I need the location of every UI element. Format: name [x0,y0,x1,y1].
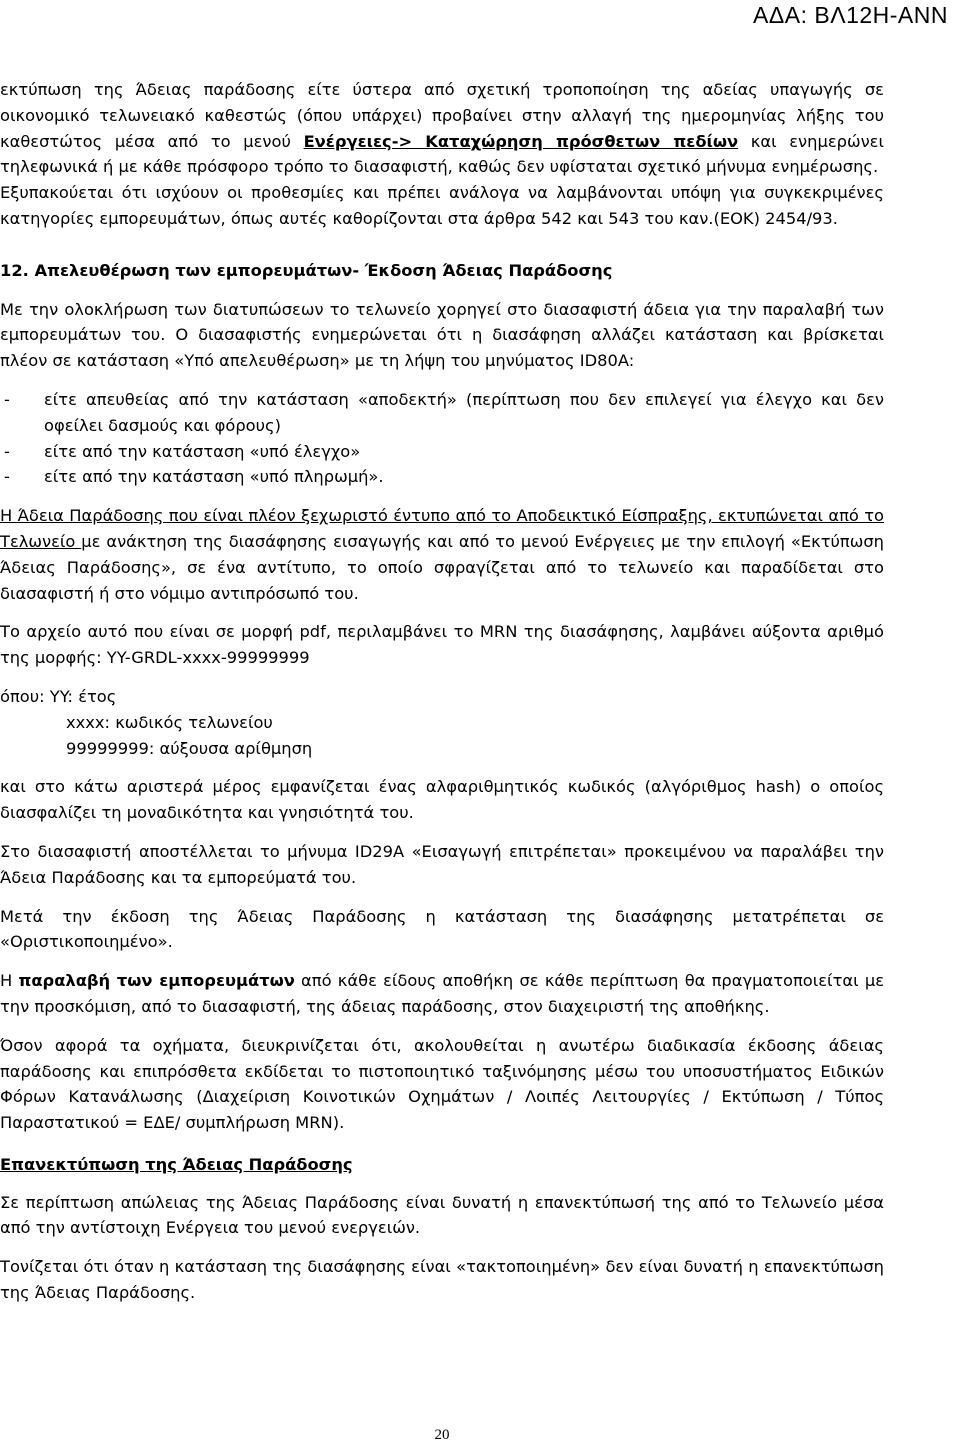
legend-line: xxxx: κωδικός τελωνείου [66,712,273,732]
list-item [0,464,884,490]
paragraph-goods-receipt [0,968,884,1020]
list-dash: - [4,441,10,461]
legend-line: όπου: YY: έτος [0,686,117,706]
list-dash: - [4,467,10,487]
paragraph-text: και ενημερώνει τηλεφωνικά ή με κάθε πρόσφορο τρόπο το διασαφιστή, καθώς δεν υφίσταται σχετικό μήνυμα ενημέρωσης. [0,131,884,177]
paragraph-text: Η [0,971,19,991]
list-item [0,387,884,439]
paragraph-id29a: Στο διασαφιστή αποστέλλεται το μήνυμα ID29A «Εισαγωγή επιτρέπεται» προκειμένου να παραλάβει την Άδεια Παράδοσης και τα εμπορεύματά του. [0,841,884,887]
reprint-heading: Επανεκτύπωση της Άδειας Παράδοσης [0,1154,353,1174]
paragraph-extension-date [0,77,884,180]
list-item-text: είτε από την κατάσταση «υπό έλεγχο» [44,441,361,461]
paragraph-permit [0,503,884,606]
legend-line: 99999999: αύξουσα αρίθμηση [66,738,313,758]
paragraph-pdf: Το αρχείο αυτό που είναι σε μορφή pdf, περιλαμβάνει το MRN της διασάφησης, λαμβάνει αύξοντα αριθμό της μορφής: YY-GRDL-xxxx-99999999 [0,622,884,668]
numbering-legend [0,684,884,761]
page-number: 20 [434,1427,450,1443]
section-heading: 12. Απελευθέρωση των εμπορευμάτων- Έκδοση Άδειας Παράδοσης [0,260,613,280]
list-item-text: είτε απευθείας από την κατάσταση «αποδεκτή» (περίπτωση που δεν επιλεγεί για έλεγχο και δεν οφείλει δασμούς και φόρους) [44,389,884,435]
permit-underlined-text: Η Άδεια Παράδοσης που είναι πλέον ξεχωριστό έντυπο από το Αποδεικτικό Είσπραξης, εκτυπώνεται από το Τελωνείο [0,506,884,551]
ada-code: ΑΔΑ: ΒΛ12Η-ΑΝΝ [753,2,948,28]
paragraph-text: με ανάκτηση της διασάφησης εισαγωγής και από το μενού Ενέργειες με την επιλογή «Εκτύπωση Άδειας Παράδοσης», σε ένα αντίτυπο, το οποίο σφραγίζεται από το τελωνείο και παραδίδεται στο διασαφιστή ή στο νόμιμο αντιπρόσωπό του. [0,531,884,603]
list-item [0,439,884,465]
list-dash: - [4,389,10,409]
menu-path: Ενέργειες-> Καταχώρηση πρόσθετων πεδίων [303,131,739,151]
document-body [0,77,884,1306]
paragraph-release: Με την ολοκλήρωση των διατυπώσεων το τελωνείο χορηγεί στο διασαφιστή άδεια για την παραλαβή των εμπορευμάτων του. Ο διασαφιστής ενημερώνεται ότι η διασάφηση αλλάζει κατάσταση και βρίσκεται πλέον σε κατάσταση «Υπό απελευθέρωση» με τη λήψη του μηνύματος ID80A: [0,299,884,371]
paragraph-text: από κάθε είδους αποθήκη σε κάθε περίπτωση θα πραγματοποιείται με την προσκόμιση, από το διασαφιστή, της άδειας παράδοσης, στον διαχειριστή της αποθήκης. [0,971,884,1016]
bold-term: παραλαβή των εμπορευμάτων [18,971,295,991]
paragraph-deadlines: Εξυπακούεται ότι ισχύουν οι προθεσμίες και πρέπει ανάλογα να λαμβάνονται υπόψη για συγκεκριμένες κατηγορίες εμπορευμάτων, όπως αυτές καθορίζονται στα άρθρα 542 και 543 του καν.(ΕΟΚ) 2454/93. [0,183,884,228]
list-item-text: είτε από την κατάσταση «υπό πληρωμή». [44,467,384,487]
paragraph-reprint-settled: Τονίζεται ότι όταν η κατάσταση της διασάφησης είναι «τακτοποιημένη» δεν είναι δυνατή η επανεκτύπωση της Άδειας Παράδοσης. [0,1257,884,1303]
paragraph-finalized: Μετά την έκδοση της Άδειας Παράδοσης η κατάσταση της διασάφησης μετατρέπεται σε «Οριστικοποιημένο». [0,906,884,952]
paragraph-text: εκτύπωση της Άδειας παράδοσης είτε ύστερα από σχετική τροποποίηση της αδείας υπαγωγής σε οικονομικό τελωνειακό καθεστώς (όπου υπάρχει) προβαίνει στην αλλαγή της ημερομηνίας λήξης του καθεστώτος μέσα από το μενού [0,80,884,151]
status-list [0,387,884,490]
paragraph-hash: και στο κάτω αριστερά μέρος εμφανίζεται ένας αλφαριθμητικός κωδικός (αλγόριθμος hash) ο οποίος διασφαλίζει τη μοναδικότητα και γνησιότητά του. [0,777,884,823]
paragraph-reprint-loss: Σε περίπτωση απώλειας της Άδειας Παράδοσης είναι δυνατή η επανεκτύπωσή της από το Τελωνείο μέσα από την αντίστοιχη Ενέργεια του μενού ενεργειών. [0,1192,884,1238]
paragraph-vehicles: Όσον αφορά τα οχήματα, διευκρινίζεται ότι, ακολουθείται η ανωτέρω διαδικασία έκδοσης άδειας παράδοσης και επιπρόσθετα εκδίδεται το πιστοποιητικό ταξινόμησης μέσω του υποσυστήματος Ειδικών Φόρων Κατανάλωσης (Διαχείριση Κοινοτικών Οχημάτων / Λοιπές Λειτουργίες / Εκτύπωση / Τύπος Παραστατικού = ΕΔΕ/ συμπλήρωση MRN). [0,1035,884,1133]
